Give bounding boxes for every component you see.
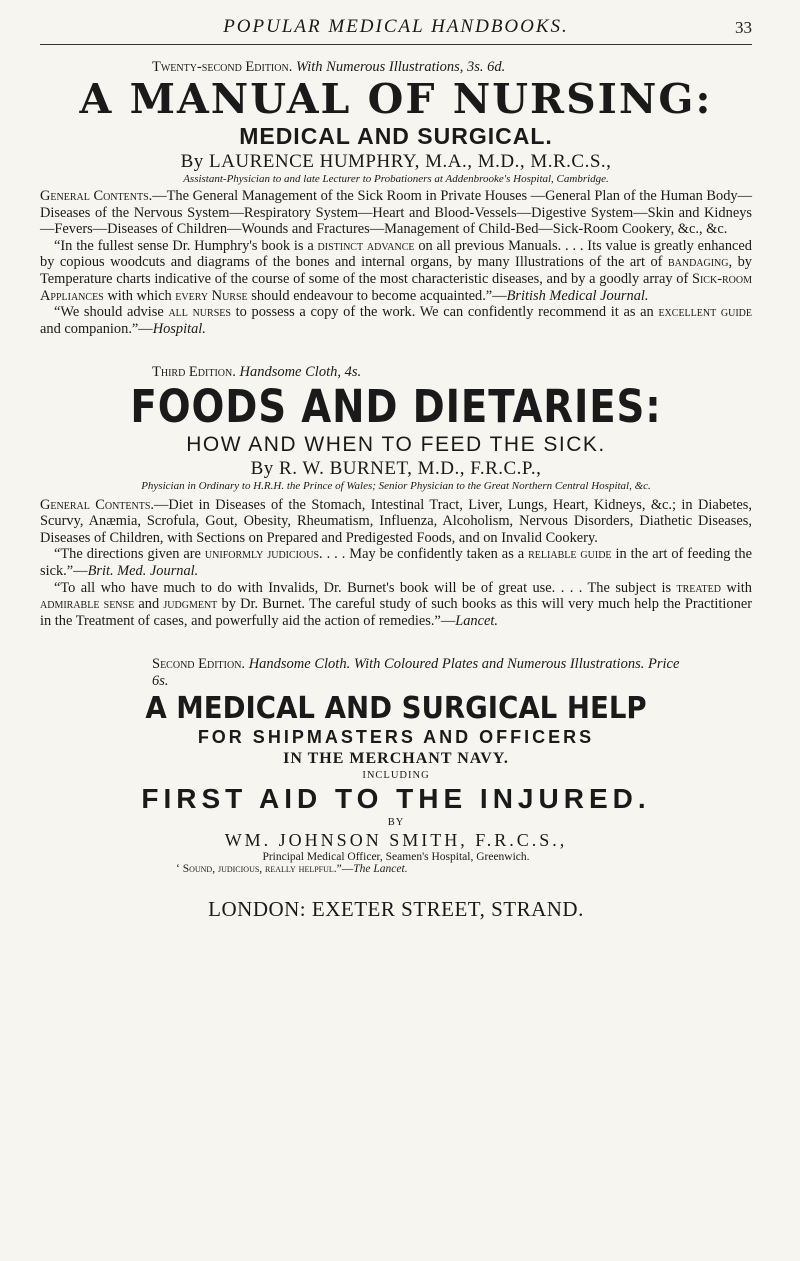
- quote-text: with which: [103, 287, 176, 304]
- quote-text: . . . . May be confidently taken as a: [319, 546, 529, 563]
- book-title: A MANUAL OF NURSING:: [79, 75, 713, 123]
- quote-emphasis: all nurses: [168, 304, 231, 321]
- by-label: BY: [387, 817, 405, 829]
- quote-text: ”—: [336, 863, 354, 876]
- page-number: 33: [735, 18, 752, 37]
- quote-emphasis: treated: [676, 579, 721, 596]
- quote-text: “To all who have much to do with Invalids, Dr. Burnet's book will be of great use. . . . The subject is: [54, 579, 677, 596]
- catalogue-page: [40, 0, 752, 922]
- including-label: INCLUDING: [362, 770, 430, 782]
- quote-text: by Dr. Burnet. The careful study of such books as this will very much help the Practitioner in the Treatment of cases, and powerfully aid the action of remedies.”—: [40, 596, 752, 629]
- publisher-imprint: LONDON: EXETER STREET, STRAND.: [208, 897, 584, 922]
- listing-foods-and-dietaries: [40, 364, 752, 629]
- quote-emphasis: uniformly judicious: [204, 546, 320, 563]
- quote-emphasis: distinct advance: [317, 237, 415, 254]
- edition-line: [40, 656, 752, 690]
- author-affiliation: Principal Medical Officer, Seamen's Hospital, Greenwich.: [262, 851, 530, 864]
- contents-text: —The General Management of the Sick Room in Private Houses —General Plan of the Human Body—Diseases of the Nervous System—Respiratory System—Heart and Blood-Vessels—Digestive System—Skin and Kidneys—Fevers—Diseases of Children—Wounds and Fractures—Management of Child-Bed—Sick-Room Cookery, &c., &c.: [40, 188, 752, 238]
- quote-text: “We should advise: [54, 304, 169, 321]
- quote-emphasis: bandaging: [667, 254, 729, 271]
- author-line: By R. W. BURNET, M.D., F.R.C.P.,: [250, 457, 542, 479]
- quote-text: to possess a copy of the work. We can confidently recommend it as an: [230, 304, 659, 321]
- running-head: [40, 0, 752, 45]
- edition-note: Handsome Cloth. With Coloured Plates and Numerous Illustrations. Price 6s.: [152, 656, 680, 690]
- quote-source: The Lancet.: [353, 863, 408, 876]
- edition-line: [40, 59, 752, 76]
- general-contents: [40, 497, 752, 547]
- quote-emphasis: admirable sense: [40, 596, 135, 613]
- contents-label: General Contents.: [40, 496, 154, 513]
- running-title: POPULAR MEDICAL HANDBOOKS.: [223, 16, 569, 37]
- quote-emphasis: reliable guide: [528, 546, 612, 563]
- quote-source: Hospital.: [152, 320, 206, 337]
- quote-text: , by Temperature charts indicative of the course of some of the most characteristic diseases, and by a goodly array of: [40, 254, 752, 288]
- edition-line: [40, 364, 752, 381]
- quote-text: on all previous Manuals. . . . Its value is greatly enhanced by copious woodcuts and diagrams of the bones and internal organs, by many Illustrations of the art of: [40, 237, 752, 271]
- listing-medical-and-surgical-help: [40, 656, 752, 875]
- quote-text: should endeavour to become acquainted.”—: [247, 287, 507, 304]
- contents-text: —Diet in Diseases of the Stomach, Intestinal Tract, Liver, Lungs, Heart, Kidneys, &c.; in Diabetes, Scurvy, Anæmia, Scrofula, Gout, Obesity, Rheumatism, Influenza, Alcoholism, Nervous Disorders, Diathetic Diseases, Diseases of Children, with Sections on Prepared and Predigested Foods, and on Invalid Cookery.: [40, 496, 752, 546]
- author-affiliation: Physician in Ordinary to H.R.H. the Prince of Wales; Senior Physician to the Great Northern Central Hospital, &c.: [141, 479, 651, 492]
- book-title: FOODS AND DIETARIES:: [130, 380, 662, 434]
- quote-emphasis: judgment: [163, 596, 218, 613]
- listing-manual-of-nursing: [40, 59, 752, 337]
- review-quote: [40, 863, 752, 875]
- quote-source: British Medical Journal.: [506, 287, 649, 304]
- quote-source: Brit. Med. Journal.: [87, 563, 199, 580]
- contents-label: General Contents.: [40, 188, 153, 205]
- quote-text: in the art of feeding the sick.”—: [40, 546, 753, 580]
- book-subtitle: FOR SHIPMASTERS AND OFFICERS: [197, 727, 595, 748]
- quote-text: “In the fullest sense Dr. Humphry's book is a: [54, 237, 318, 254]
- quote-text: and: [134, 596, 164, 613]
- review-quote: [40, 304, 752, 337]
- quote-emphasis: ‘ Sound, judicious, really helpful.: [176, 863, 337, 876]
- quote-text: with: [720, 579, 752, 596]
- book-subtitle-3: FIRST AID TO THE INJURED.: [141, 783, 651, 815]
- edition: Twenty-second Edition.: [152, 59, 293, 75]
- book-subtitle: MEDICAL AND SURGICAL.: [239, 123, 553, 150]
- quote-text: “The directions given are: [54, 546, 205, 563]
- general-contents: [40, 188, 752, 238]
- book-subtitle: HOW AND WHEN TO FEED THE SICK.: [186, 432, 606, 456]
- review-quote: [40, 238, 752, 304]
- edition: Third Edition.: [152, 364, 236, 381]
- book-subtitle-2: IN THE MERCHANT NAVY.: [283, 750, 509, 768]
- quote-source: Lancet.: [455, 612, 498, 629]
- quote-emphasis: excellent guide: [658, 304, 753, 321]
- quote-emphasis: Sick-room Appliances: [40, 271, 752, 304]
- book-title: A MEDICAL AND SURGICAL HELP: [145, 691, 647, 727]
- edition-note: With Numerous Illustrations, 3s. 6d.: [295, 59, 506, 75]
- edition-note: Handsome Cloth, 4s.: [239, 364, 362, 381]
- quote-text: and companion.”—: [40, 320, 153, 337]
- author-line: WM. JOHNSON SMITH, F.R.C.S.,: [224, 830, 568, 851]
- author-line: By LAURENCE HUMPHRY, M.A., M.D., M.R.C.S.,: [180, 151, 612, 173]
- review-quote: [40, 546, 752, 579]
- quote-emphasis: every Nurse: [175, 287, 248, 304]
- review-quote: [40, 580, 752, 630]
- author-affiliation: Assistant-Physician to and late Lecturer to Probationers at Addenbrooke's Hospital, Cambridge.: [183, 173, 609, 186]
- edition: Second Edition.: [152, 656, 246, 673]
